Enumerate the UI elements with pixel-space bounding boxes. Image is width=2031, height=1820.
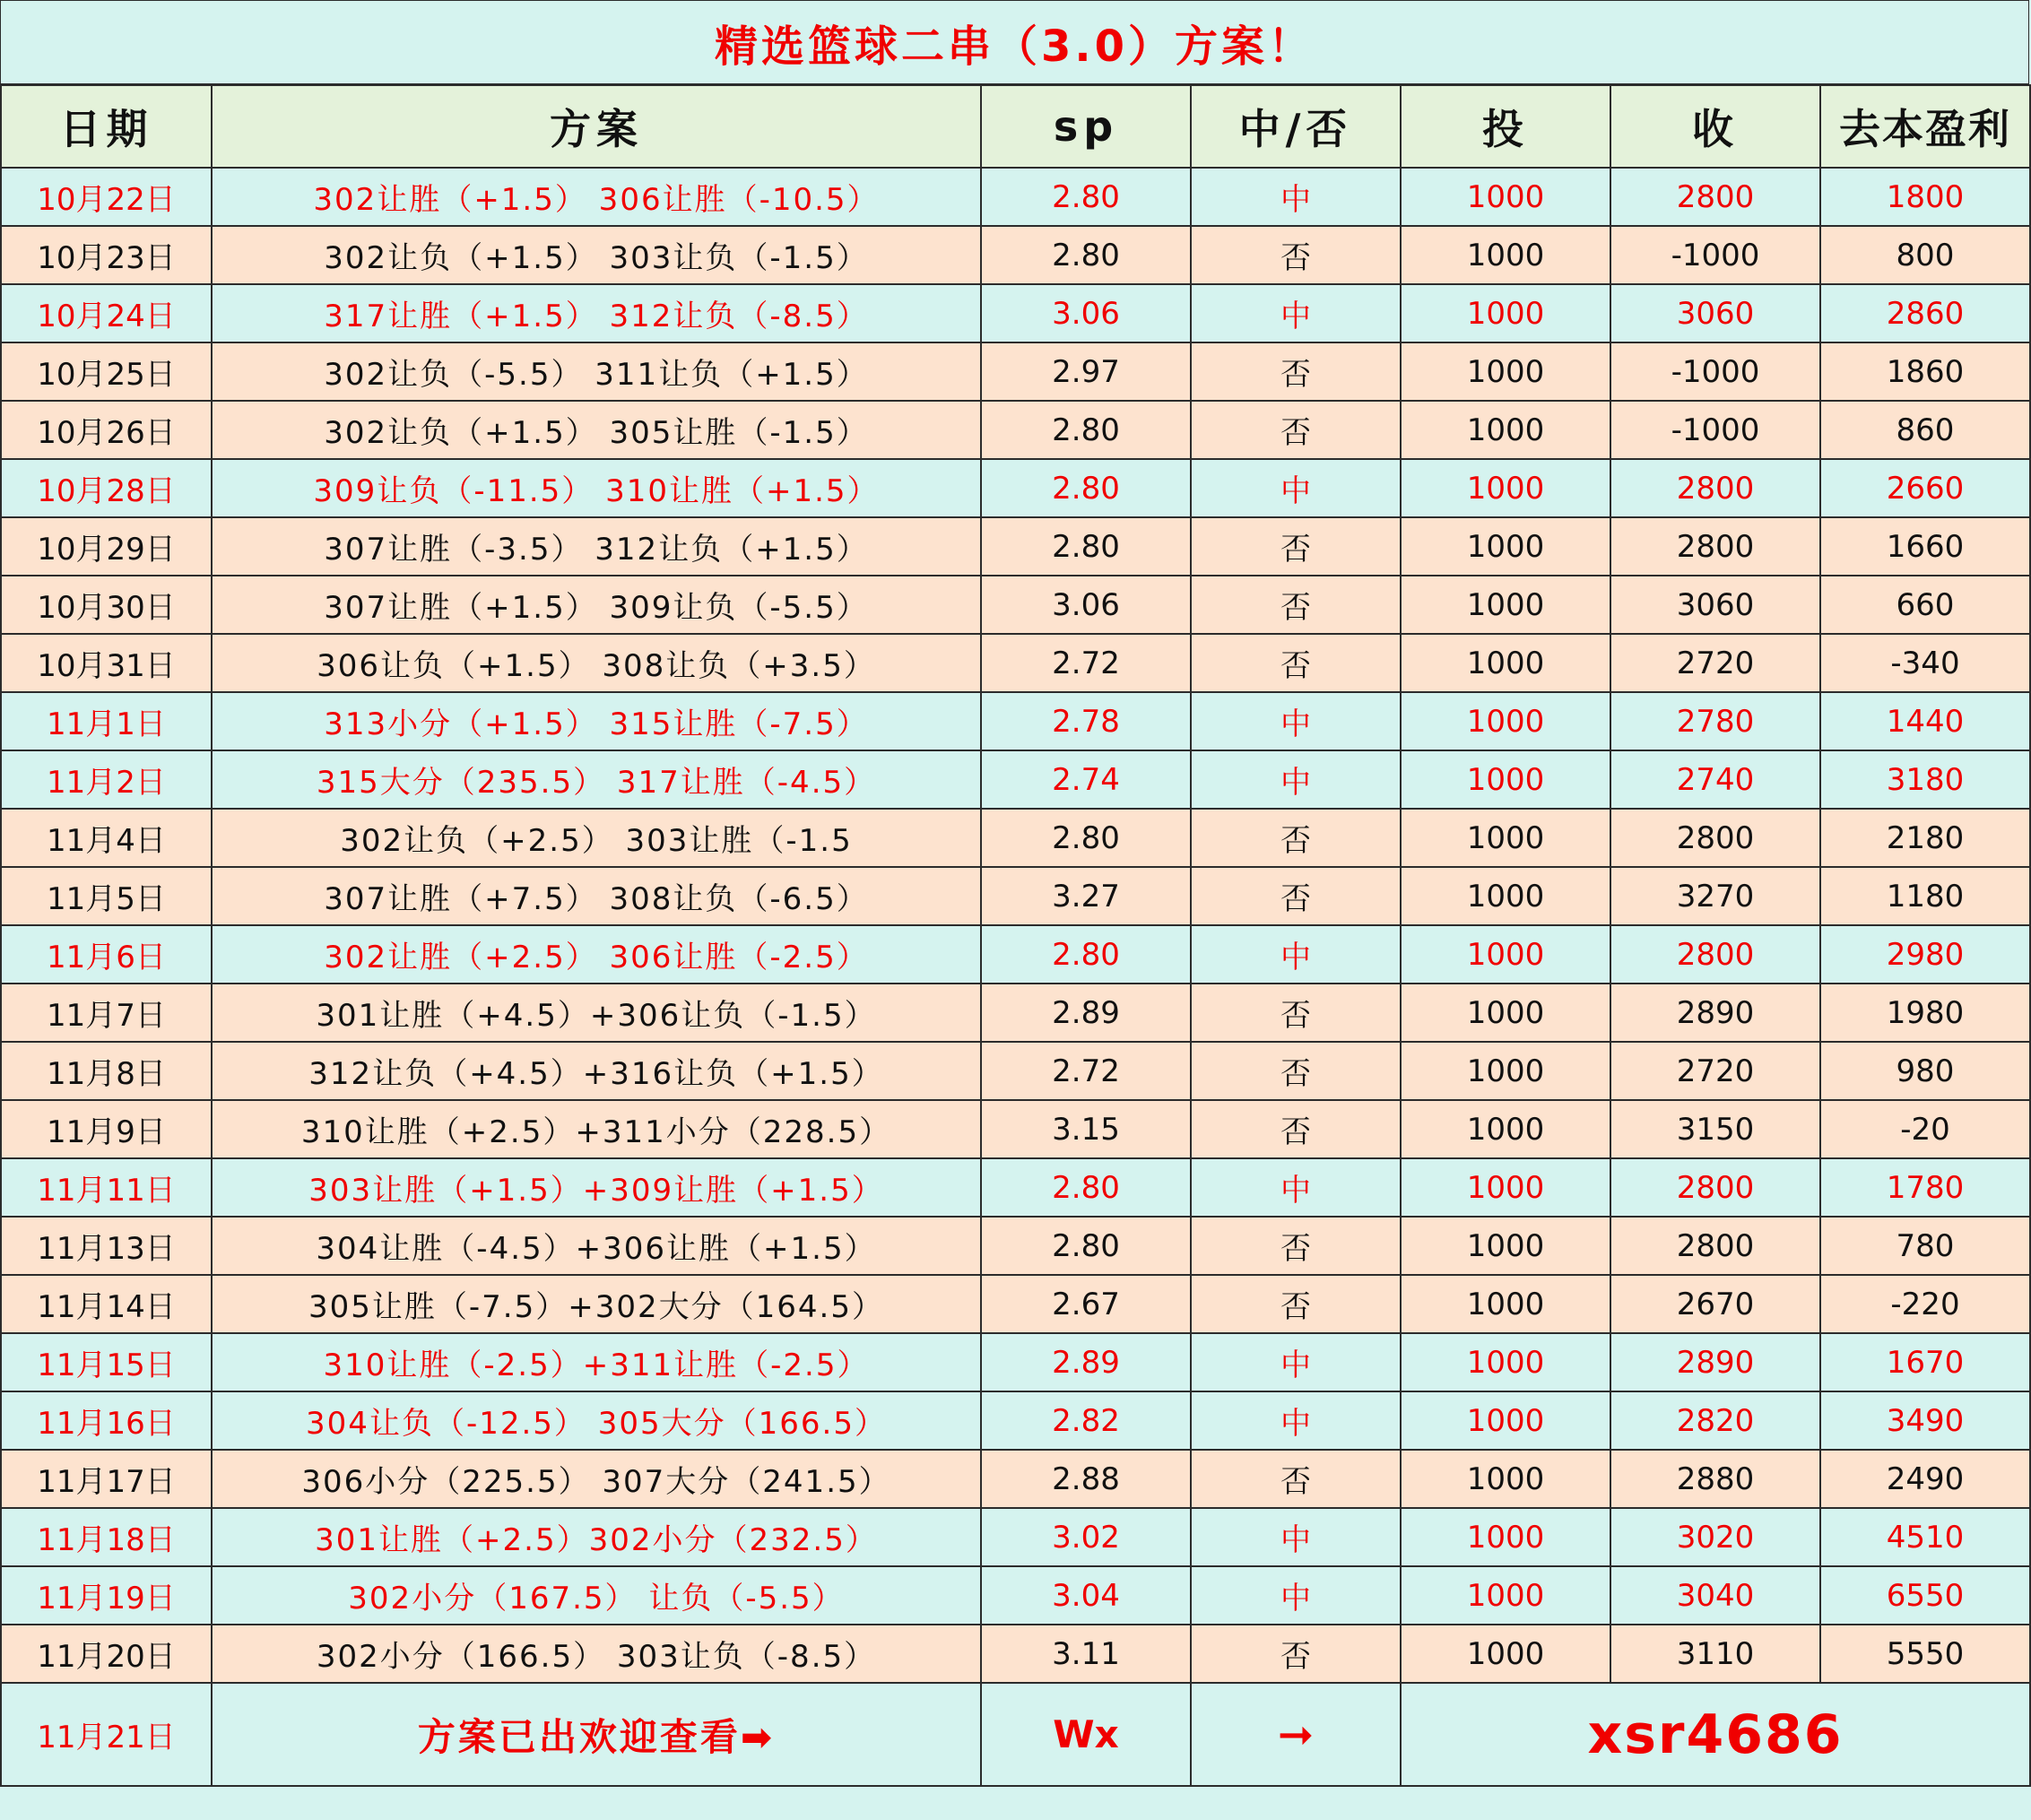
cell-sp: 3.27 xyxy=(981,867,1191,925)
table-row xyxy=(1,342,2030,401)
cell-date: 11月13日 xyxy=(1,1217,212,1275)
table-row xyxy=(1,284,2030,342)
cell-sp: 3.15 xyxy=(981,1100,1191,1158)
cell-result: 否 xyxy=(1191,867,1401,925)
cell-return: 3150 xyxy=(1610,1100,1820,1158)
table-row xyxy=(1,517,2030,576)
cell-sp: 2.80 xyxy=(981,168,1191,226)
cell-sp: 2.89 xyxy=(981,984,1191,1042)
cell-plan: 307让胜（+1.5） 309让负（-5.5） xyxy=(212,576,981,634)
cell-sp: 2.80 xyxy=(981,517,1191,576)
cell-profit: 3180 xyxy=(1820,750,2030,809)
cell-profit: 3490 xyxy=(1820,1391,2030,1450)
cell-plan: 312让负（+4.5）+316让负（+1.5） xyxy=(212,1042,981,1100)
table-row xyxy=(1,1391,2030,1450)
cell-date: 10月23日 xyxy=(1,226,212,284)
table-row xyxy=(1,925,2030,984)
cell-stake: 1000 xyxy=(1401,1508,1610,1566)
cell-profit: 2660 xyxy=(1820,459,2030,517)
cell-profit: 5550 xyxy=(1820,1625,2030,1683)
cell-result: 中 xyxy=(1191,1508,1401,1566)
cell-plan: 306小分（225.5） 307大分（241.5） xyxy=(212,1450,981,1508)
cell-return: 3060 xyxy=(1610,284,1820,342)
cell-plan: 305让胜（-7.5）+302大分（164.5） xyxy=(212,1275,981,1333)
cell-profit: -340 xyxy=(1820,634,2030,692)
cell-profit: 860 xyxy=(1820,401,2030,459)
cell-return: 3020 xyxy=(1610,1508,1820,1566)
cell-date: 10月22日 xyxy=(1,168,212,226)
cell-sp: 2.89 xyxy=(981,1333,1191,1391)
cell-sp: 2.80 xyxy=(981,1158,1191,1217)
cell-return: 2670 xyxy=(1610,1275,1820,1333)
cell-return: 2800 xyxy=(1610,1217,1820,1275)
footer-wx-label: Wx xyxy=(981,1683,1191,1786)
arrow-right-icon: ➞ xyxy=(1191,1683,1401,1786)
cell-stake: 1000 xyxy=(1401,168,1610,226)
cell-date: 11月8日 xyxy=(1,1042,212,1100)
cell-result: 中 xyxy=(1191,1391,1401,1450)
cell-result: 否 xyxy=(1191,517,1401,576)
cell-date: 11月11日 xyxy=(1,1158,212,1217)
table-row xyxy=(1,401,2030,459)
cell-sp: 2.74 xyxy=(981,750,1191,809)
cell-result: 中 xyxy=(1191,925,1401,984)
cell-date: 11月19日 xyxy=(1,1566,212,1625)
cell-profit: 2180 xyxy=(1820,809,2030,867)
cell-result: 否 xyxy=(1191,1217,1401,1275)
footer-message: 方案已出欢迎查看➡ xyxy=(212,1683,981,1786)
cell-date: 10月31日 xyxy=(1,634,212,692)
sheet-title: 精选篮球二串（3.0）方案！ xyxy=(0,0,2029,84)
cell-plan: 304让胜（-4.5）+306让胜（+1.5） xyxy=(212,1217,981,1275)
cell-date: 10月29日 xyxy=(1,517,212,576)
cell-sp: 2.78 xyxy=(981,692,1191,750)
cell-stake: 1000 xyxy=(1401,1566,1610,1625)
header-sp: sp xyxy=(981,85,1191,168)
cell-date: 11月16日 xyxy=(1,1391,212,1450)
cell-return: 2890 xyxy=(1610,1333,1820,1391)
cell-return: 2800 xyxy=(1610,459,1820,517)
cell-date: 10月25日 xyxy=(1,342,212,401)
cell-date: 11月20日 xyxy=(1,1625,212,1683)
cell-result: 否 xyxy=(1191,1625,1401,1683)
cell-plan: 304让负（-12.5） 305大分（166.5） xyxy=(212,1391,981,1450)
cell-date: 11月7日 xyxy=(1,984,212,1042)
cell-sp: 3.04 xyxy=(981,1566,1191,1625)
cell-plan: 302让负（+1.5） 305让胜（-1.5） xyxy=(212,401,981,459)
table-row xyxy=(1,809,2030,867)
cell-stake: 1000 xyxy=(1401,1450,1610,1508)
cell-result: 否 xyxy=(1191,342,1401,401)
cell-profit: 980 xyxy=(1820,1042,2030,1100)
cell-stake: 1000 xyxy=(1401,634,1610,692)
cell-sp: 2.80 xyxy=(981,925,1191,984)
table-row xyxy=(1,459,2030,517)
cell-sp: 2.80 xyxy=(981,459,1191,517)
cell-return: 2880 xyxy=(1610,1450,1820,1508)
header-date: 日期 xyxy=(1,85,212,168)
table-row xyxy=(1,1566,2030,1625)
table-row xyxy=(1,692,2030,750)
cell-stake: 1000 xyxy=(1401,750,1610,809)
cell-result: 否 xyxy=(1191,1450,1401,1508)
table-row xyxy=(1,1158,2030,1217)
cell-plan: 302让负（+2.5） 303让胜（-1.5 xyxy=(212,809,981,867)
cell-plan: 301让胜（+4.5）+306让负（-1.5） xyxy=(212,984,981,1042)
cell-profit: 6550 xyxy=(1820,1566,2030,1625)
cell-sp: 2.72 xyxy=(981,1042,1191,1100)
footer-row xyxy=(1,1683,2030,1786)
cell-plan: 309让负（-11.5） 310让胜（+1.5） xyxy=(212,459,981,517)
table-row xyxy=(1,1333,2030,1391)
cell-profit: 1980 xyxy=(1820,984,2030,1042)
header-row xyxy=(1,85,2030,168)
cell-plan: 306让负（+1.5） 308让负（+3.5） xyxy=(212,634,981,692)
table-row xyxy=(1,226,2030,284)
cell-sp: 2.88 xyxy=(981,1450,1191,1508)
cell-stake: 1000 xyxy=(1401,692,1610,750)
cell-sp: 2.67 xyxy=(981,1275,1191,1333)
cell-date: 11月17日 xyxy=(1,1450,212,1508)
cell-return: 2800 xyxy=(1610,517,1820,576)
cell-sp: 2.72 xyxy=(981,634,1191,692)
cell-plan: 313小分（+1.5） 315让胜（-7.5） xyxy=(212,692,981,750)
cell-date: 10月24日 xyxy=(1,284,212,342)
cell-result: 否 xyxy=(1191,634,1401,692)
cell-result: 否 xyxy=(1191,226,1401,284)
table-row xyxy=(1,867,2030,925)
cell-stake: 1000 xyxy=(1401,984,1610,1042)
cell-result: 中 xyxy=(1191,284,1401,342)
table-row xyxy=(1,750,2030,809)
cell-result: 中 xyxy=(1191,459,1401,517)
cell-profit: 1440 xyxy=(1820,692,2030,750)
cell-plan: 307让胜（+7.5） 308让负（-6.5） xyxy=(212,867,981,925)
cell-stake: 1000 xyxy=(1401,925,1610,984)
cell-sp: 2.80 xyxy=(981,401,1191,459)
cell-stake: 1000 xyxy=(1401,1391,1610,1450)
table-row xyxy=(1,1450,2030,1508)
cell-date: 10月28日 xyxy=(1,459,212,517)
cell-result: 中 xyxy=(1191,1333,1401,1391)
table-row xyxy=(1,984,2030,1042)
cell-profit: 2980 xyxy=(1820,925,2030,984)
cell-result: 中 xyxy=(1191,750,1401,809)
cell-profit: 1780 xyxy=(1820,1158,2030,1217)
cell-stake: 1000 xyxy=(1401,867,1610,925)
cell-return: 2800 xyxy=(1610,809,1820,867)
cell-result: 否 xyxy=(1191,1042,1401,1100)
cell-result: 否 xyxy=(1191,1275,1401,1333)
cell-profit: 2860 xyxy=(1820,284,2030,342)
cell-date: 11月9日 xyxy=(1,1100,212,1158)
cell-plan: 302小分（167.5） 让负（-5.5） xyxy=(212,1566,981,1625)
cell-plan: 315大分（235.5） 317让胜（-4.5） xyxy=(212,750,981,809)
cell-plan: 310让胜（-2.5）+311让胜（-2.5） xyxy=(212,1333,981,1391)
cell-stake: 1000 xyxy=(1401,809,1610,867)
cell-sp: 3.11 xyxy=(981,1625,1191,1683)
cell-stake: 1000 xyxy=(1401,576,1610,634)
cell-date: 11月6日 xyxy=(1,925,212,984)
cell-date: 11月15日 xyxy=(1,1333,212,1391)
cell-date: 11月4日 xyxy=(1,809,212,867)
cell-return: 2800 xyxy=(1610,925,1820,984)
header-return: 收 xyxy=(1610,85,1820,168)
cell-result: 否 xyxy=(1191,809,1401,867)
cell-return: 3060 xyxy=(1610,576,1820,634)
cell-return: 2740 xyxy=(1610,750,1820,809)
header-profit: 去本盈利 xyxy=(1820,85,2030,168)
cell-profit: 1660 xyxy=(1820,517,2030,576)
cell-plan: 302让负（+1.5） 303让负（-1.5） xyxy=(212,226,981,284)
table-body xyxy=(1,168,2030,1683)
cell-return: 2820 xyxy=(1610,1391,1820,1450)
cell-stake: 1000 xyxy=(1401,1100,1610,1158)
cell-result: 中 xyxy=(1191,692,1401,750)
cell-return: 2890 xyxy=(1610,984,1820,1042)
cell-return: 2720 xyxy=(1610,634,1820,692)
cell-plan: 302小分（166.5） 303让负（-8.5） xyxy=(212,1625,981,1683)
cell-result: 否 xyxy=(1191,984,1401,1042)
cell-plan: 310让胜（+2.5）+311小分（228.5） xyxy=(212,1100,981,1158)
cell-plan: 302让负（-5.5） 311让负（+1.5） xyxy=(212,342,981,401)
table-row xyxy=(1,1508,2030,1566)
cell-plan: 307让胜（-3.5） 312让负（+1.5） xyxy=(212,517,981,576)
cell-stake: 1000 xyxy=(1401,517,1610,576)
cell-sp: 2.97 xyxy=(981,342,1191,401)
cell-result: 中 xyxy=(1191,1158,1401,1217)
cell-stake: 1000 xyxy=(1401,284,1610,342)
cell-plan: 303让胜（+1.5）+309让胜（+1.5） xyxy=(212,1158,981,1217)
cell-profit: 1860 xyxy=(1820,342,2030,401)
cell-result: 否 xyxy=(1191,401,1401,459)
table-row xyxy=(1,634,2030,692)
cell-stake: 1000 xyxy=(1401,1158,1610,1217)
cell-date: 11月2日 xyxy=(1,750,212,809)
cell-result: 中 xyxy=(1191,1566,1401,1625)
cell-return: 3110 xyxy=(1610,1625,1820,1683)
cell-profit: 1800 xyxy=(1820,168,2030,226)
cell-date: 10月26日 xyxy=(1,401,212,459)
cell-plan: 302让胜（+2.5） 306让胜（-2.5） xyxy=(212,925,981,984)
cell-return: 3040 xyxy=(1610,1566,1820,1625)
cell-stake: 1000 xyxy=(1401,226,1610,284)
cell-result: 中 xyxy=(1191,168,1401,226)
cell-return: -1000 xyxy=(1610,401,1820,459)
table-row xyxy=(1,168,2030,226)
cell-profit: 660 xyxy=(1820,576,2030,634)
cell-return: 2780 xyxy=(1610,692,1820,750)
cell-profit: 2490 xyxy=(1820,1450,2030,1508)
table-row xyxy=(1,1100,2030,1158)
header-stake: 投 xyxy=(1401,85,1610,168)
cell-sp: 3.06 xyxy=(981,576,1191,634)
cell-sp: 2.80 xyxy=(981,809,1191,867)
cell-profit: 4510 xyxy=(1820,1508,2030,1566)
cell-sp: 2.80 xyxy=(981,1217,1191,1275)
cell-stake: 1000 xyxy=(1401,401,1610,459)
cell-date: 11月14日 xyxy=(1,1275,212,1333)
cell-stake: 1000 xyxy=(1401,459,1610,517)
cell-stake: 1000 xyxy=(1401,1275,1610,1333)
cell-return: -1000 xyxy=(1610,226,1820,284)
cell-plan: 317让胜（+1.5） 312让负（-8.5） xyxy=(212,284,981,342)
table-row xyxy=(1,1625,2030,1683)
header-plan: 方案 xyxy=(212,85,981,168)
cell-return: 2720 xyxy=(1610,1042,1820,1100)
table-row xyxy=(1,1042,2030,1100)
cell-date: 11月5日 xyxy=(1,867,212,925)
cell-date: 11月18日 xyxy=(1,1508,212,1566)
cell-sp: 3.02 xyxy=(981,1508,1191,1566)
cell-plan: 301让胜（+2.5）302小分（232.5） xyxy=(212,1508,981,1566)
cell-plan: 302让胜（+1.5） 306让胜（-10.5） xyxy=(212,168,981,226)
footer-date: 11月21日 xyxy=(1,1683,212,1786)
cell-result: 否 xyxy=(1191,576,1401,634)
cell-sp: 3.06 xyxy=(981,284,1191,342)
table-row xyxy=(1,1275,2030,1333)
cell-result: 否 xyxy=(1191,1100,1401,1158)
cell-profit: 800 xyxy=(1820,226,2030,284)
cell-stake: 1000 xyxy=(1401,1333,1610,1391)
cell-profit: -220 xyxy=(1820,1275,2030,1333)
cell-return: 2800 xyxy=(1610,1158,1820,1217)
cell-return: 2800 xyxy=(1610,168,1820,226)
cell-sp: 2.82 xyxy=(981,1391,1191,1450)
cell-profit: 1180 xyxy=(1820,867,2030,925)
cell-stake: 1000 xyxy=(1401,1217,1610,1275)
cell-profit: -20 xyxy=(1820,1100,2030,1158)
cell-stake: 1000 xyxy=(1401,1042,1610,1100)
betting-table xyxy=(0,84,2031,1787)
cell-profit: 1670 xyxy=(1820,1333,2030,1391)
cell-stake: 1000 xyxy=(1401,1625,1610,1683)
table-row xyxy=(1,1217,2030,1275)
table-row xyxy=(1,576,2030,634)
header-result: 中/否 xyxy=(1191,85,1401,168)
cell-date: 10月30日 xyxy=(1,576,212,634)
cell-return: 3270 xyxy=(1610,867,1820,925)
cell-profit: 780 xyxy=(1820,1217,2030,1275)
cell-sp: 2.80 xyxy=(981,226,1191,284)
cell-date: 11月1日 xyxy=(1,692,212,750)
footer-wechat-id: xsr4686 xyxy=(1401,1683,2030,1786)
cell-return: -1000 xyxy=(1610,342,1820,401)
cell-stake: 1000 xyxy=(1401,342,1610,401)
